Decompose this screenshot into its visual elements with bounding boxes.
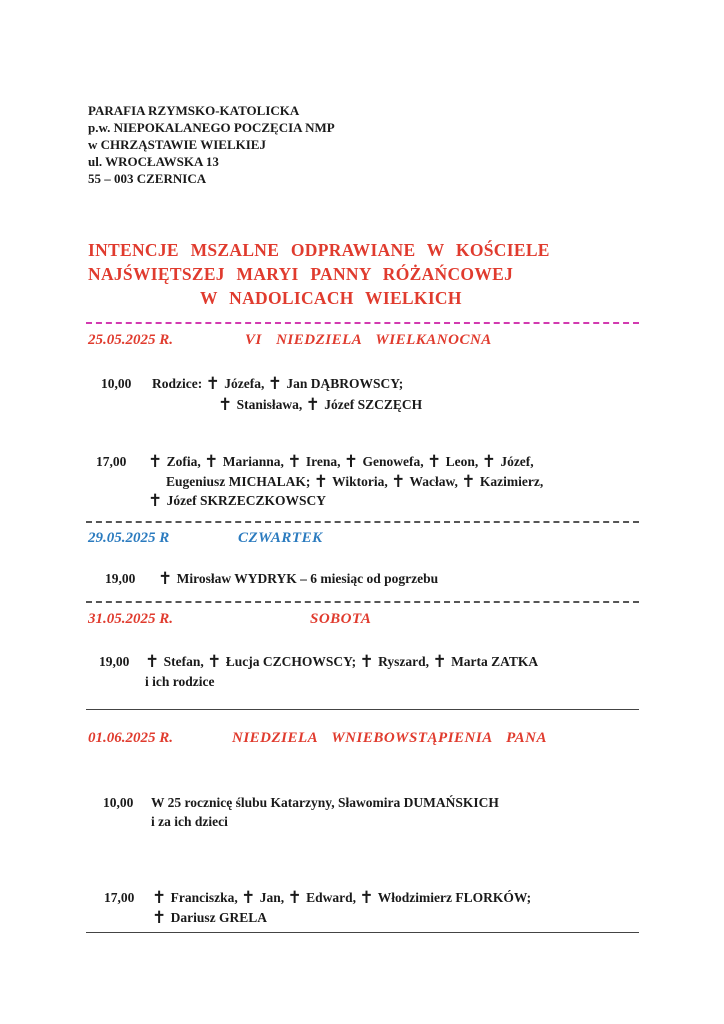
cross-icon: ✝ [152, 908, 167, 927]
mass-intention-line: ✝ Józef SKRZECZKOWSCY [148, 491, 327, 510]
mass-intention-line: W 25 rocznicę ślubu Katarzyny, Sławomira DUMAŃSKICH [151, 795, 499, 810]
document-title-line3: W NADOLICACH WIELKICH [200, 288, 462, 308]
document-title-line1: INTENCJE MSZALNE ODPRAWIANE W KOŚCIELE [88, 240, 550, 260]
cross-icon: ✝ [218, 395, 233, 414]
mass-intention-line: ✝ Mirosław WYDRYK – 6 miesiąc od pogrzebu [158, 569, 439, 588]
parish-street: ul. WROCŁAWSKA 13 [88, 154, 219, 169]
page-bottom-rule [86, 932, 639, 933]
section-day: VI NIEDZIELA WIELKANOCNA [245, 332, 492, 348]
cross-icon: ✝ [343, 452, 359, 471]
parish-patron: p.w. NIEPOKALANEGO POCZĘCIA NMP [88, 120, 335, 135]
cross-icon: ✝ [267, 374, 282, 393]
mass-time: 17,00 [96, 454, 127, 469]
mass-intention-line: ✝ Dariusz GRELA [152, 908, 268, 927]
cross-icon: ✝ [145, 652, 160, 671]
cross-icon: ✝ [313, 472, 329, 491]
cross-icon: ✝ [152, 888, 167, 907]
section-day: CZWARTEK [238, 530, 323, 546]
section-separator [86, 521, 639, 523]
cross-icon: ✝ [148, 491, 163, 510]
section-date: 01.06.2025 R. [88, 730, 174, 746]
cross-icon: ✝ [432, 652, 447, 671]
cross-icon: ✝ [158, 569, 173, 588]
title-separator [86, 322, 639, 324]
cross-icon: ✝ [207, 652, 222, 671]
mass-intention-line: ✝ Franciszka, ✝ Jan, ✝ Edward, ✝ Włodzimierz FLORKÓW; [152, 888, 532, 907]
cross-icon: ✝ [391, 472, 406, 491]
parish-postcode: 55 – 003 CZERNICA [88, 171, 207, 186]
mass-intention-line: ✝ Stanisława, ✝ Józef SZCZĘCH [218, 395, 423, 414]
cross-icon: ✝ [481, 452, 496, 471]
section-day: SOBOTA [310, 611, 372, 627]
cross-icon: ✝ [305, 395, 320, 414]
section-date: 29.05.2025 R [88, 530, 170, 546]
mass-intention-line: Eugeniusz MICHALAK; ✝ Wiktoria, ✝ Wacław, ✝ Kazimierz, [166, 472, 544, 491]
mass-intention-line: i za ich dzieci [151, 814, 228, 829]
parish-name: PARAFIA RZYMSKO-KATOLICKA [88, 103, 300, 118]
cross-icon: ✝ [205, 374, 220, 393]
mass-intention-line: ✝ Stefan, ✝ Łucja CZCHOWSCY; ✝ Ryszard, ✝ Marta ZATKA [145, 652, 539, 671]
cross-icon: ✝ [287, 888, 302, 907]
section-date: 25.05.2025 R. [88, 332, 174, 348]
cross-icon: ✝ [359, 652, 374, 671]
mass-time: 17,00 [104, 890, 135, 905]
mass-time: 19,00 [99, 654, 130, 669]
cross-icon: ✝ [461, 472, 476, 491]
cross-icon: ✝ [148, 452, 163, 471]
section-separator [86, 601, 639, 603]
mass-intention-line: ✝ Zofia, ✝ Marianna, ✝ Irena, ✝ Genowefa, ✝ Leon, ✝ Józef, [148, 452, 534, 471]
section-day: NIEDZIELA WNIEBOWSTĄPIENIA PANA [232, 730, 548, 746]
parish-town: w CHRZĄSTAWIE WIELKIEJ [88, 137, 266, 152]
cross-icon: ✝ [287, 452, 302, 471]
cross-icon: ✝ [427, 452, 442, 471]
section-date: 31.05.2025 R. [88, 611, 174, 627]
mass-time: 19,00 [105, 571, 136, 586]
cross-icon: ✝ [241, 888, 256, 907]
mass-intention-line: Rodzice: ✝ Józefa, ✝ Jan DĄBROWSCY; [152, 374, 404, 393]
mass-time: 10,00 [101, 376, 132, 391]
document-title-line2: NAJŚWIĘTSZEJ MARYI PANNY RÓŻAŃCOWEJ [88, 264, 514, 284]
mass-time: 10,00 [103, 795, 134, 810]
cross-icon: ✝ [204, 452, 219, 471]
cross-icon: ✝ [359, 888, 374, 907]
mass-intention-line: i ich rodzice [145, 674, 215, 689]
section-separator [86, 709, 639, 710]
